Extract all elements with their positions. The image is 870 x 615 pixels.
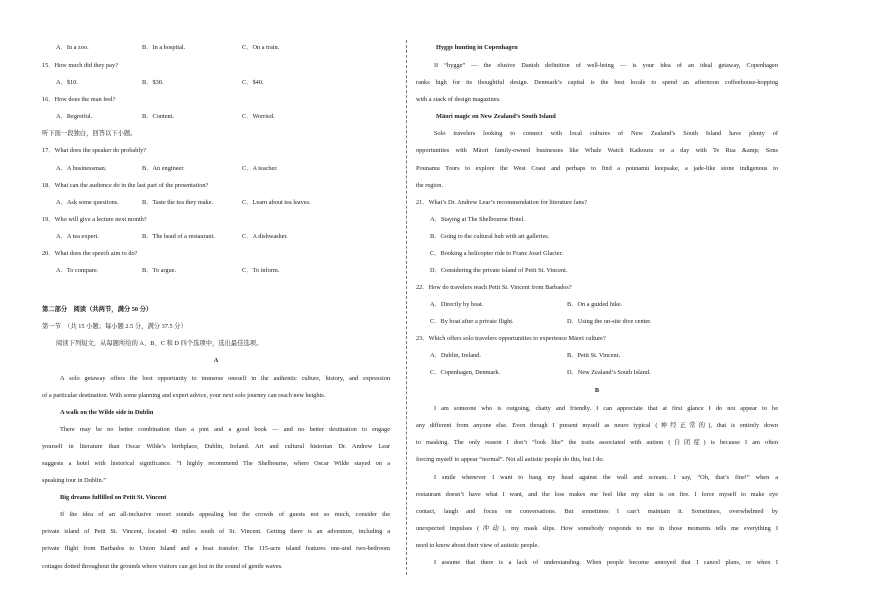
passage-a-line: speaking tour in Dublin.”: [42, 477, 107, 484]
q19-option-a[interactable]: A．A tea expert.: [56, 233, 99, 240]
q18-option-b[interactable]: B．Taste the tea they make.: [142, 199, 214, 206]
q18-option-a[interactable]: A．Ask some questions.: [56, 199, 119, 206]
q22-option-a[interactable]: A．Directly by boat.: [430, 301, 484, 308]
q15-option-c[interactable]: C．$40.: [242, 79, 264, 86]
q23-question: 23．Which offers solo travelers opportunities to experience Māori culture?: [416, 335, 606, 342]
q20-option-a[interactable]: A．To compare.: [56, 267, 99, 274]
q22-option-d[interactable]: D．Using the on-site dive center.: [567, 318, 652, 325]
q15-option-a[interactable]: A．$10.: [56, 79, 78, 86]
passage-b-line: to masking. The only reason I don’t “look like” the traits associated with autism (自闭症) is because I am often: [416, 439, 778, 446]
passage-b-label: B: [594, 387, 600, 394]
q22-question: 22．How do travelers reach Petit St. Vincent from Barbados?: [416, 284, 572, 291]
part-two-heading: 第二部分 阅读（共两节，满分 50 分）: [42, 306, 153, 313]
q17-option-c[interactable]: C．A teacher.: [242, 165, 278, 172]
q22-option-b[interactable]: B．On a guided hike.: [567, 301, 623, 308]
passage-b-line: restaurant doesn’t have what I want, and the loss makes me feel like my skin is on fire. I force myself to make eye: [416, 491, 778, 498]
passage-a-line: If the idea of an all-inclusive resort sounds appealing but the crowds of guests not so much, consider the: [60, 511, 390, 518]
passage-b-line: contact, laugh and focus on conversations. But sometimes I can’t maintain it. Sometimes, overwhelmed by: [416, 508, 778, 515]
passage-a-line: opportunities with Māori family-owned businesses like Whale Watch Kaikoura or a day with Te Rua &amp; Sons: [416, 147, 778, 154]
passage-b-line: any different from anyone else. Even though I present myself as neuro typical (神经正常的), that is entirely down: [416, 422, 778, 429]
passage-b-line: I smile whenever I want to bang my head against the wall and scream. I say, “Oh, that’s fine!” when a: [434, 474, 778, 481]
q14-option-a[interactable]: A．In a zoo.: [56, 44, 89, 51]
q16-option-b[interactable]: B．Content.: [142, 113, 175, 120]
q17-question: 17．What does the speaker do probably?: [42, 147, 147, 154]
passage-b-line: I am someone who is outgoing, chatty and friendly. I can appreciate that at first glance I do not appear to be: [434, 405, 778, 412]
passage-a-line: private island of Petit St. Vincent, located 40 miles south of St. Vincent. Getting there is an adventure, including a: [42, 528, 390, 535]
q19-question: 19．Who will give a lecture next month?: [42, 216, 147, 223]
reading-instruction: 阅读下列短文，从每题所给的 A、B、C 和 D 四个选项中，选出最佳选项。: [56, 340, 263, 347]
passage-b-line: I assume that there is a lack of understanding. When people become annoyed that I cancel plans, or when I: [434, 559, 778, 566]
passage-a-line: yourself in literature than Oscar Wilde’s birthplace, Dublin, Ireland. Art and cultural historian Dr. Andrew Lear: [42, 443, 390, 450]
q23-option-b[interactable]: B．Petit St. Vincent.: [567, 352, 621, 359]
q21-option-b[interactable]: B．Going to the cultural hub with art galleries.: [430, 233, 550, 240]
passage-a-line: Pounamu Tours to explore the West Coast and perhaps to find a pounamu keepsake, a jade-like stone indigenous to: [416, 165, 778, 172]
passage-b-line: need to know about their view of autistic people.: [416, 542, 539, 549]
q23-option-c[interactable]: C．Copenhagen, Denmark.: [430, 369, 501, 376]
q19-option-b[interactable]: B．The head of a restaurant.: [142, 233, 215, 240]
q16-option-a[interactable]: A．Regretful.: [56, 113, 93, 120]
q20-option-c[interactable]: C．To inform.: [242, 267, 280, 274]
section-one-heading: 第一节 （共 15 小题；每小题 2.5 分，满分 37.5 分）: [42, 323, 187, 330]
column-divider: [406, 40, 407, 575]
passage-b-line: forcing myself to appear “normal”. Not all autistic people do this, but I do.: [416, 456, 605, 463]
passage-a-line: There may be no better combination than a pint and a good book — and no better destination to engage: [60, 426, 390, 433]
q22-option-c[interactable]: C．By boat after a private flight.: [430, 318, 514, 325]
q23-option-d[interactable]: D．New Zealand’s South Island.: [567, 369, 651, 376]
q19-option-c[interactable]: C．A dishwasher.: [242, 233, 288, 240]
passage-a-line: private flight from Barbados to Union Island and a boat transfer. The 115-acre island features one-and two-bedroom: [42, 545, 390, 552]
q14-option-c[interactable]: C．On a train.: [242, 44, 280, 51]
q21-option-a[interactable]: A．Staying at The Shelbourne Hotel.: [430, 216, 525, 223]
q23-option-a[interactable]: A．Dublin, Ireland.: [430, 352, 481, 359]
q17-option-a[interactable]: A．A businessman.: [56, 165, 107, 172]
subheading-new-zealand: Māori magic on New Zealand’s South Island: [436, 113, 556, 120]
passage-a-line: cottages dotted throughout the grounds where visitors can get lost in the sound of gentle waves.: [42, 563, 283, 570]
q14-option-b[interactable]: B．In a hospital.: [142, 44, 186, 51]
q18-option-c[interactable]: C．Learn about tea leaves.: [242, 199, 311, 206]
q20-option-b[interactable]: B．To argue.: [142, 267, 177, 274]
passage-a-label: A: [213, 357, 219, 364]
q18-question: 18．What can the audience do in the last part of the presentation?: [42, 182, 209, 189]
passage-a-line: Solo travelers looking to connect with local cultures of New Zealand’s South Island have plenty of: [434, 130, 778, 137]
monologue-intro: 听下面一段独白，回答以下小题。: [42, 130, 137, 137]
q16-question: 16．How does the man feel?: [42, 96, 116, 103]
passage-a-line: of a particular destination. With some planning and expert advice, your next solo journey can reach new heights.: [42, 392, 326, 399]
subheading-dublin: A walk on the Wilde side in Dublin: [60, 409, 154, 416]
q21-option-c[interactable]: C．Booking a helicopter ride to Franz Josef Glacier.: [430, 250, 563, 257]
passage-a-line: A solo getaway offers the best opportunity to immerse oneself in the authentic culture, history, and expression: [60, 375, 390, 382]
passage-b-line: unexpected impulses (冲动), my mask slips. How somebody responds to me in those moments tells me everything I: [416, 525, 778, 532]
passage-a-line: ranks high for its thoughtful design. Denmark’s capital is the best locale to spend an afternoon coffeehouse-hopping: [416, 79, 778, 86]
passage-a-line: with a stack of design magazines.: [416, 96, 501, 103]
q15-question: 15．How much did they pay?: [42, 62, 118, 69]
subheading-copenhagen: Hygge hunting in Copenhagen: [436, 44, 518, 51]
passage-a-line: If “hygge” — the elusive Danish definition of well-being — is your idea of an ideal getaway, Copenhagen: [434, 62, 778, 69]
q17-option-b[interactable]: B．An engineer.: [142, 165, 185, 172]
passage-a-line: suggests a hotel with historical significance. “I highly recommend The Shelbourne, where Oscar Wilde stayed on a: [42, 460, 390, 467]
subheading-petit-st-vincent: Big dreams fulfilled on Petit St. Vincent: [60, 494, 167, 501]
q21-question: 21．What’s Dr. Andrew Lear’s recommendation for literature fans?: [416, 199, 587, 206]
q20-question: 20．What does the speech aim to do?: [42, 250, 138, 257]
q21-option-d[interactable]: D．Considering the private island of Petit St. Vincent.: [430, 267, 568, 274]
q16-option-c[interactable]: C．Worried.: [242, 113, 275, 120]
q15-option-b[interactable]: B．$30.: [142, 79, 164, 86]
passage-a-line: the region.: [416, 182, 443, 189]
